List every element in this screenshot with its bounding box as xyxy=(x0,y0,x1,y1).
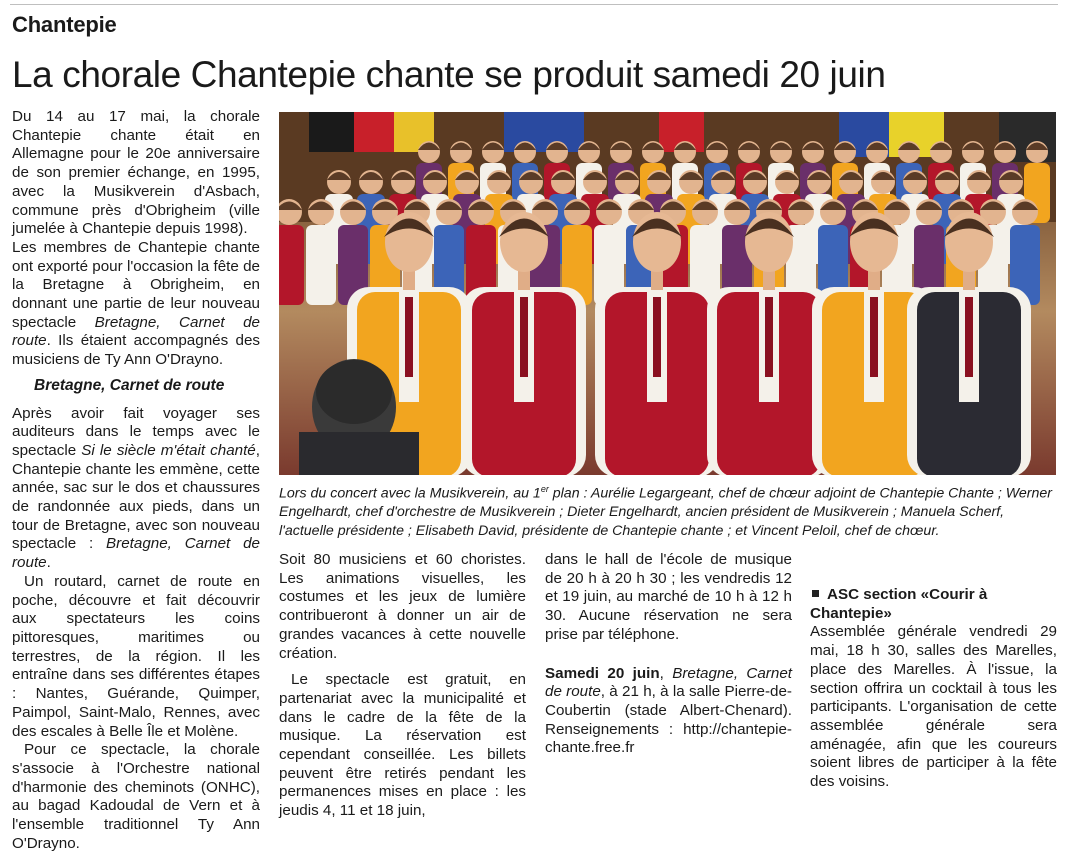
choir-photo xyxy=(279,112,1056,475)
brief-heading: ASC section «Courir à Chantepie» xyxy=(810,586,988,622)
paragraph: Un routard, carnet de route en poche, découvre et fait découvrir aux spectateurs les coins pittoresques, maritimes ou terrestres, de la région. Il les entraîne dans ses différentes étapes : Nantes, Guérande, Quimper, Paimpol, Saint-Malo, Rennes, avec des escales à Belle Île et Molène. xyxy=(12,572,260,740)
paragraph: dans le hall de l'école de musique de 20 h à 20 h 30 ; les vendredis 12 et 19 juin, au marché de 10 h à 12 h 30. Aucune réservation ne sera prise par téléphone. xyxy=(545,551,792,643)
photo-caption: Lors du concert avec la Musikverein, au 1er plan : Aurélie Legargeant, chef de chœur adjoint de Chantepie Chante ; Werner Engelhardt, chef d'orchestre de Musikverein ; Dieter Engelhardt, ancien président de Musikverein ; Manuela Scherf, l'actuelle présidente ; Elisabeth David, présidente de Chantepie chante ; et Vincent Peloil, chef de chœur. xyxy=(279,484,1053,539)
subheading: Bretagne, Carnet de route xyxy=(34,376,225,394)
article-column-2 xyxy=(279,551,526,821)
top-rule xyxy=(10,4,1058,5)
headline: La chorale Chantepie chante se produit samedi 20 juin xyxy=(12,54,886,95)
paragraph: Du 14 au 17 mai, la chorale Chantepie chante était en Allemagne pour le 20e anniversaire de son premier échange, en 1995, avec la Musikverein d'Asbach, commune près d'Obrigheim (ville jumelée à Chantepie depuis 1998). xyxy=(12,108,260,238)
paragraph: Pour ce spectacle, la chorale s'associe à l'Orchestre national d'harmonie des cheminots (ONHC), au bagad Kadoudal de Vern et à l'ensemble traditionnel Ty Ann O'Drayno. xyxy=(12,741,260,852)
brief-body: Assemblée générale vendredi 29 mai, 18 h 30, salles des Marelles, place des Marelles. À l'issue, la section offrira un cocktail à tous les participants. L'organisation de cette assemblée générale sera aménagée, afin que les coureurs soient libres de participer à la fête des voisins. xyxy=(810,623,1057,791)
event-info: Samedi 20 juin, Bretagne, Carnet de route, à 21 h, à la salle Pierre-de-Coubertin (stade Albert-Chenard). Renseignements : http://chantepie-chante.free.fr xyxy=(545,664,792,757)
paragraph: Le spectacle est gratuit, en partenariat avec la municipalité et dans le cadre de la fête de la musique. La réservation est cependant conseillée. Les billets peuvent être retirés pendant les permanences mises en place : les jeudis 4, 11 et 18 juin, xyxy=(279,671,526,820)
paragraph: Soit 80 musiciens et 60 choristes. Les animations visuelles, les costumes et les jeux de lumière contribueront à donner un air de grandes vacances à cette nouvelle création. xyxy=(279,551,526,662)
section-label: Chantepie xyxy=(12,12,117,37)
brief-column xyxy=(810,586,1057,792)
square-bullet-icon xyxy=(812,590,819,597)
paragraph: Après avoir fait voyager ses auditeurs dans le temps avec le spectacle Si le siècle m'était chanté, Chantepie chante les emmène, cette année, sac sur le dos et chaussures de randonnée aux pieds, dans un tour de Bretagne, avec son nouveau spectacle : Bretagne, Carnet de route. xyxy=(12,404,260,572)
article-column-3 xyxy=(545,551,792,758)
paragraph: Les membres de Chantepie chante ont exporté pour l'occasion la fête de la Bretagne à Obrigheim, en donnant une partie de leur nouveau spectacle Bretagne, Carnet de route. Ils étaient accompagnés des musiciens de Ty Ann O'Drayno. xyxy=(12,238,261,369)
choir-photo-illustration xyxy=(279,112,1056,475)
article-column-1 xyxy=(12,108,260,853)
